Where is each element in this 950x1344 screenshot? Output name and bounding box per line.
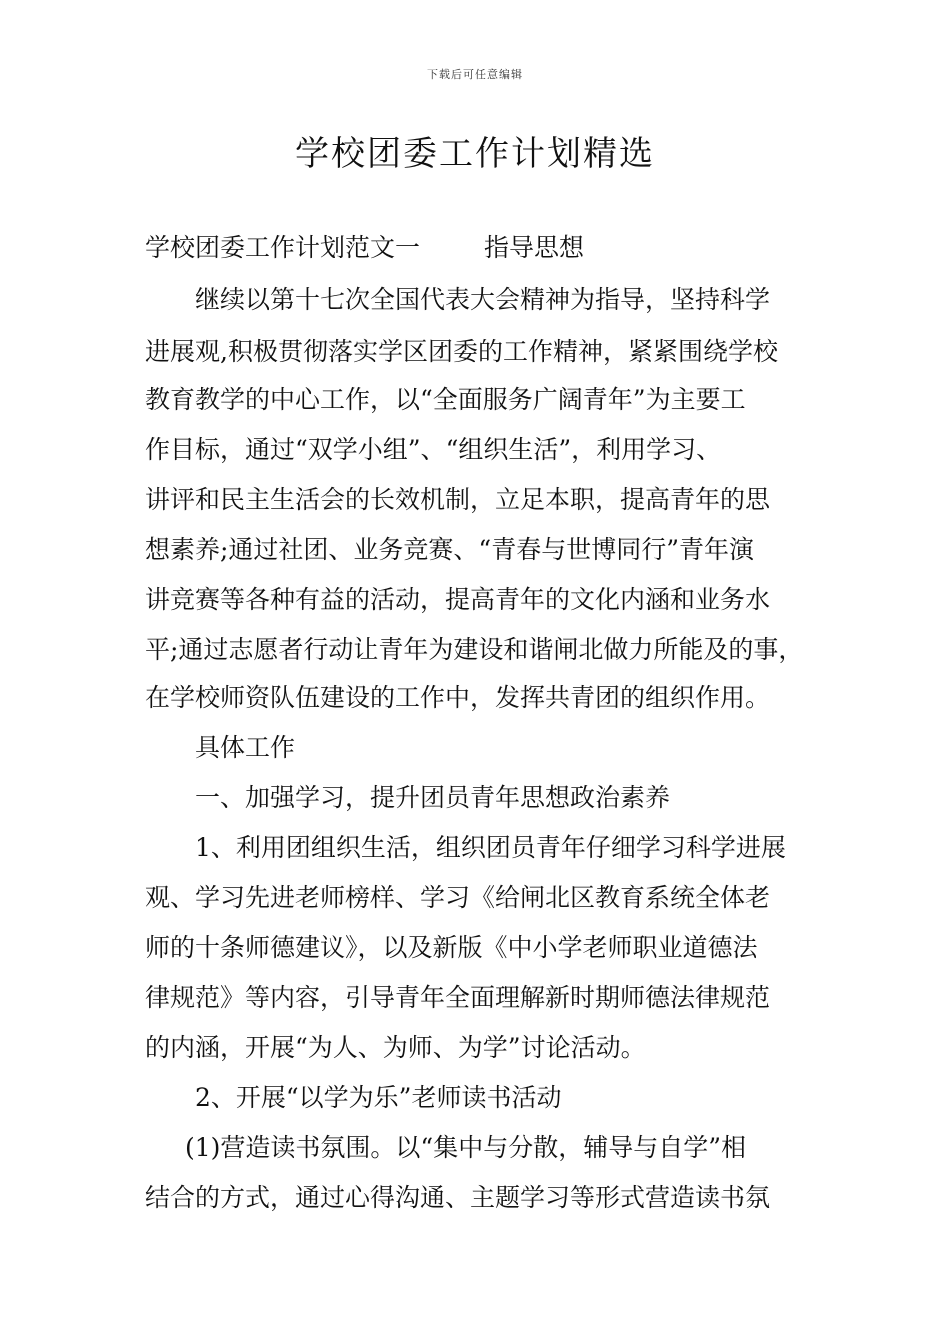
paragraph-line: 观、学习先进老师榜样、学习《给闸北区教育系统全体老 [145,883,771,912]
paragraph-line: 律规范》等内容，引导青年全面理解新时期师德法律规范 [145,983,771,1012]
intro-subheading: 指导思想 [484,233,585,262]
header-note: 下载后可任意编辑 [427,68,523,81]
paragraph-line: 结合的方式，通过心得沟通、主题学习等形式营造读书氛 [145,1183,771,1212]
intro-line [145,233,825,263]
paragraph-line: 讲竞赛等各种有益的活动，提高青年的文化内涵和业务水 [145,585,771,614]
paragraph-line: 平;通过志愿者行动让青年为建设和谐闸北做力所能及的事， [145,635,804,664]
section-heading: 具体工作 [195,733,296,762]
intro-heading: 学校团委工作计划范文一 [145,233,421,262]
paragraph-line: 的内涵，开展“为人、为师、为学”讨论活动。 [145,1033,646,1062]
paragraph-line: 讲评和民主生活会的长效机制，立足本职，提高青年的思 [145,485,771,514]
paragraph-line: 继续以第十七次全国代表大会精神为指导，坚持科学 [195,285,771,314]
paragraph-line: 想素养;通过社团、业务竞赛、“青春与世博同行”青年演 [145,535,754,564]
paragraph-line: 师的十条师德建议》，以及新版《中小学老师职业道德法 [145,933,758,962]
document-title: 学校团委工作计划精选 [295,134,655,174]
section-heading: 一、加强学习，提升团员青年思想政治素养 [195,783,671,812]
paragraph-line: (1)营造读书氛围。以“集中与分散，辅导与自学”相 [185,1133,746,1162]
paragraph-line: 进展观,积极贯彻落实学区团委的工作精神，紧紧围绕学校 [145,337,778,366]
section-heading: 2、开展“以学为乐”老师读书活动 [195,1083,562,1112]
paragraph-line: 1、利用团组织生活，组织团员青年仔细学习科学进展 [195,833,786,862]
paragraph-line: 作目标，通过“双学小组”、“组织生活”，利用学习、 [145,435,722,464]
paragraph-line: 在学校师资队伍建设的工作中，发挥共青团的组织作用。 [145,683,771,712]
paragraph-line: 教育教学的中心工作，以“全面服务广阔青年”为主要工 [145,385,746,414]
